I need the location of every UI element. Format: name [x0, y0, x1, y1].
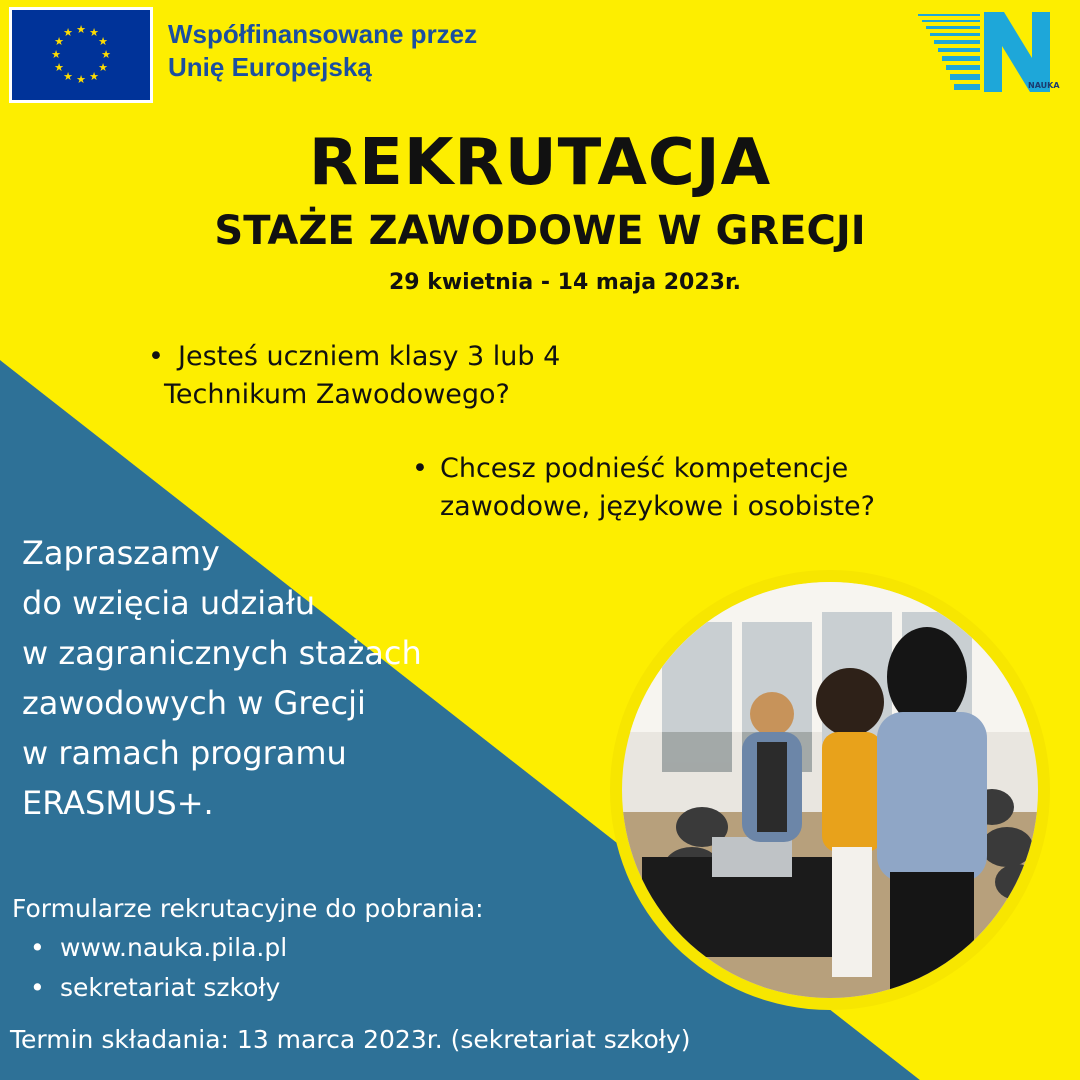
submission-deadline: Termin składania: 13 marca 2023r. (sekretariat szkoły) — [10, 1025, 691, 1054]
question-1-line2: Technikum Zawodowego? — [164, 379, 510, 410]
svg-text:★: ★ — [89, 26, 99, 39]
recruitment-dates: 29 kwietnia - 14 maja 2023r. — [388, 270, 742, 295]
eu-text-line2: Unię Europejską — [168, 52, 372, 82]
question-1 — [148, 338, 708, 414]
svg-text:★: ★ — [63, 26, 73, 39]
event-photo — [622, 582, 1038, 998]
svg-text:★: ★ — [101, 48, 111, 61]
svg-text:★: ★ — [76, 73, 86, 86]
event-photo-frame — [610, 570, 1050, 1010]
question-2-line2: zawodowe, językowe i osobiste? — [440, 491, 875, 522]
eu-flag-icon — [12, 10, 150, 100]
invite-line: Zapraszamy — [22, 534, 220, 572]
svg-text:★: ★ — [98, 35, 108, 48]
invite-line: w ramach programu — [22, 734, 347, 772]
invite-line: zawodowych w Grecji — [22, 684, 366, 722]
eu-text-line1: Współfinansowane przez — [168, 19, 478, 49]
svg-text:★: ★ — [54, 61, 64, 74]
logo-caption: NAUKA — [1028, 81, 1060, 90]
svg-text:★: ★ — [89, 70, 99, 83]
nauka-logo — [918, 12, 1066, 92]
svg-text:★: ★ — [63, 70, 73, 83]
invite-line: w zagranicznych stażach — [22, 634, 422, 672]
page-subtitle: STAŻE ZAWODOWE W GRECJI — [214, 208, 866, 254]
svg-text:★: ★ — [51, 48, 61, 61]
svg-text:★: ★ — [98, 61, 108, 74]
forms-title: Formularze rekrutacyjne do pobrania: — [12, 894, 484, 923]
page-title: REKRUTACJA — [308, 126, 772, 200]
question-1-item — [148, 338, 708, 414]
question-1-line1: • Jesteś uczniem klasy 3 lub 4 — [178, 341, 561, 372]
svg-text:★: ★ — [76, 23, 86, 36]
invite-line: do wzięcia udziału — [22, 584, 316, 622]
question-2-item — [412, 450, 1052, 526]
question-2-line1: • Chcesz podnieść kompetencje — [440, 453, 849, 484]
forms-item-website[interactable]: • www.nauka.pila.pl — [30, 928, 287, 968]
invitation-text — [22, 528, 562, 828]
invite-line: ERASMUS+. — [22, 784, 214, 822]
forms-item-secretariat: • sekretariat szkoły — [30, 968, 287, 1008]
svg-text:★: ★ — [54, 35, 64, 48]
forms-list — [30, 928, 287, 1008]
question-2 — [412, 450, 1052, 526]
eu-cofinanced-text — [168, 18, 477, 84]
